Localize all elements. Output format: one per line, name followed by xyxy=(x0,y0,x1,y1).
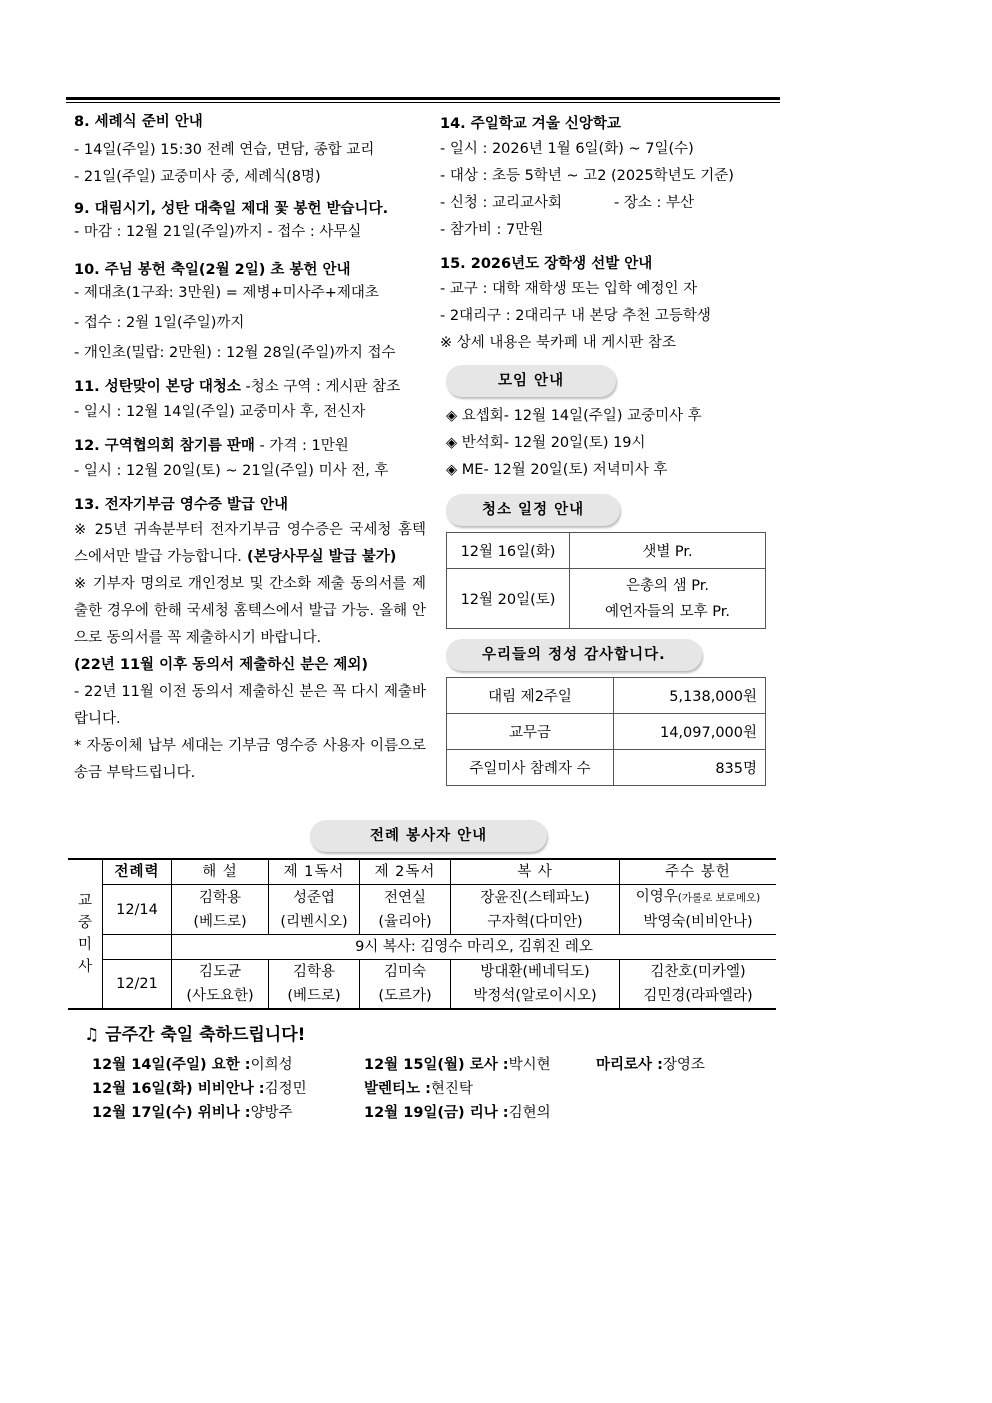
section-title: 15. 2026년도 장학생 선발 안내 xyxy=(440,256,653,272)
cell: (율리아) xyxy=(360,910,451,935)
cell: 방대환(베네딕도) xyxy=(451,960,620,985)
cleaning-team: 샛별 Pr. xyxy=(570,533,766,569)
cleaning-title: 청소 일정 안내 xyxy=(446,494,620,526)
cell: (도르가) xyxy=(360,984,451,1009)
paragraph-bold: (본당사무실 발급 불가) xyxy=(241,549,397,565)
side-char: 교 xyxy=(77,893,92,909)
cell: 김도균 xyxy=(172,960,269,985)
line: - 접수 : 2월 1일(주일)까지 xyxy=(74,315,245,331)
cell: (리벤시오) xyxy=(269,910,360,935)
feast-name: 박시현 xyxy=(508,1057,551,1073)
cell: 김미숙 xyxy=(360,960,451,985)
feast-row xyxy=(84,1101,784,1125)
section-title-tail: -청소 구역 : 게시판 참조 xyxy=(240,379,401,395)
section-11 xyxy=(74,375,426,426)
paragraph: ※ 25년 귀속분부터 전자기부금 영수증은 국세청 홈텍스에서만 발급 가능합니다. xyxy=(74,522,426,565)
line: - 개인초(밀랍: 2만원) : 12월 28일(주일)까지 접수 xyxy=(74,345,396,361)
cell: (베드로) xyxy=(269,984,360,1009)
feast-name: 양방주 xyxy=(250,1105,293,1121)
cleaning-team: 은총의 샘 Pr. xyxy=(626,577,709,594)
line: - 장소 : 부산 xyxy=(614,195,694,211)
note-cell: 9시 복사: 김영수 마리오, 김휘진 레오 xyxy=(172,935,777,960)
line: - 21일(주일) 교중미사 중, 세례식(8명) xyxy=(74,169,321,185)
offering-title: 우리들의 정성 감사합니다. xyxy=(446,639,702,671)
section-title: 8. 세례식 준비 안내 xyxy=(74,114,203,130)
cell: 김학용 xyxy=(269,960,360,985)
offering-table xyxy=(446,677,766,786)
cell: 박정석(알로이시오) xyxy=(451,984,620,1009)
feast-date: 12월 17일(수) 위비나 : xyxy=(92,1105,251,1121)
cell-small: (가롤로 보로메오) xyxy=(677,892,761,904)
paragraph-bold: (22년 11월 이후 동의서 제출하신 분은 제외) xyxy=(74,657,369,673)
section-12 xyxy=(74,434,426,485)
line: - 마감 : 12월 21일(주일)까지 - 접수 : 사무실 xyxy=(74,224,362,240)
meeting-item: 요셉회- 12월 14일(주일) 교중미사 후 xyxy=(461,408,702,424)
right-column xyxy=(440,112,770,786)
meeting-title: 모임 안내 xyxy=(446,365,616,397)
header-cell: 복 사 xyxy=(451,859,620,885)
cleaning-section xyxy=(446,494,770,629)
section-10 xyxy=(74,260,426,367)
cell: (베드로) xyxy=(172,910,269,935)
section-title: 10. 주님 봉헌 축일(2월 2일) 초 봉헌 안내 xyxy=(74,262,351,278)
paragraph: - 22년 11월 이전 동의서 제출하신 분은 꼭 다시 제출바랍니다. xyxy=(74,684,426,727)
feast-name: 현진탁 xyxy=(430,1081,473,1097)
paragraph: * 자동이체 납부 세대는 기부금 영수증 사용자 이름으로 송금 부탁드립니다. xyxy=(74,738,426,781)
liturgy-title-wrap xyxy=(310,820,547,852)
feast-row xyxy=(84,1053,784,1077)
feast-date: 발렌티노 : xyxy=(364,1081,431,1097)
feast-date: 12월 16일(화) 비비안나 : xyxy=(92,1081,265,1097)
section-9 xyxy=(74,199,426,246)
line: - 제대초(1구좌: 3만원) = 제병+미사주+제대초 xyxy=(74,285,379,301)
line: - 일시 : 12월 14일(주일) 교중미사 후, 전신자 xyxy=(74,404,366,420)
feast-title: ♫ 금주간 축일 축하드립니다! xyxy=(84,1025,306,1045)
feast-name: 김현의 xyxy=(508,1105,551,1121)
diamond-bullet-icon: ◈ xyxy=(446,435,462,451)
diamond-bullet-icon: ◈ xyxy=(446,462,462,478)
header-cell: 주수 봉헌 xyxy=(620,859,777,885)
top-rule xyxy=(66,97,780,100)
cleaning-team: 예언자들의 모후 Pr. xyxy=(605,603,730,620)
cleaning-table xyxy=(446,532,766,629)
header-cell: 해 설 xyxy=(172,859,269,885)
line: - 교구 : 대학 재학생 또는 입학 예정인 자 xyxy=(440,281,698,297)
cell: 구자혁(다미안) xyxy=(451,910,620,935)
header-cell: 제 1독서 xyxy=(269,859,360,885)
feast-section xyxy=(84,1020,784,1125)
section-8 xyxy=(74,112,426,191)
top-rule-thin xyxy=(66,102,780,103)
feast-row xyxy=(84,1077,784,1101)
meeting-item: ME- 12월 20일(토) 저녁미사 후 xyxy=(461,462,668,478)
meeting-section xyxy=(446,365,770,484)
section-title: 11. 성탄맞이 본당 대청소 xyxy=(74,379,241,395)
left-column xyxy=(74,112,426,787)
section-14 xyxy=(440,112,770,244)
cleaning-date: 12월 20일(토) xyxy=(447,569,570,629)
line: - 대상 : 초등 5학년 ~ 고2 (2025학년도 기준) xyxy=(440,168,734,184)
cell: 김학용 xyxy=(172,885,269,911)
offering-label: 대림 제2주일 xyxy=(447,678,614,714)
liturgy-title: 전례 봉사자 안내 xyxy=(310,820,547,852)
offering-section xyxy=(446,639,770,786)
feast-date: 12월 15일(월) 로사 : xyxy=(364,1057,509,1073)
section-title-tail: - 가격 : 1만원 xyxy=(254,438,349,454)
section-title: 12. 구역협의회 참기름 판매 xyxy=(74,438,255,454)
paragraph: ※ 기부자 명의로 개인정보 및 간소화 제출 동의서를 제출한 경우에 한해 국세청 홈텍스에서 발급 가능. 올해 안으로 동의서를 꼭 제출하시기 바랍니다. xyxy=(74,576,426,646)
feast-name: 이희성 xyxy=(250,1057,293,1073)
side-char: 미 xyxy=(77,937,92,953)
cell: (사도요한) xyxy=(172,984,269,1009)
week-date: 12/14 xyxy=(103,885,172,935)
cell: 김찬호(미카엘) xyxy=(620,960,777,985)
cell: 김민경(라파엘라) xyxy=(620,984,777,1009)
cell: 박영숙(비비안나) xyxy=(620,910,777,935)
cell: 이영우 xyxy=(635,889,678,905)
section-title: 14. 주일학교 겨울 신앙학교 xyxy=(440,116,621,132)
cell: 전연실 xyxy=(360,885,451,911)
offering-value: 5,138,000원 xyxy=(614,678,766,714)
offering-value: 14,097,000원 xyxy=(614,714,766,750)
cell: 장윤진(스테파노) xyxy=(451,885,620,911)
liturgy-table xyxy=(68,858,776,1010)
feast-date: 12월 14일(주일) 요한 : xyxy=(92,1057,251,1073)
offering-label: 교무금 xyxy=(447,714,614,750)
line: - 일시 : 12월 20일(토) ~ 21일(주일) 미사 전, 후 xyxy=(74,463,389,479)
offering-label: 주일미사 참례자 수 xyxy=(447,750,614,786)
header-cell: 전례력 xyxy=(103,859,172,885)
cell: 성준엽 xyxy=(269,885,360,911)
line: - 14일(주일) 15:30 전례 연습, 면담, 종합 교리 xyxy=(74,142,375,158)
feast-name: 김정민 xyxy=(264,1081,307,1097)
week-date: 12/21 xyxy=(103,960,172,1010)
section-15 xyxy=(440,252,770,357)
line: - 참가비 : 7만원 xyxy=(440,222,544,238)
section-13 xyxy=(74,493,426,787)
line: - 일시 : 2026년 1월 6일(화) ~ 7일(수) xyxy=(440,141,694,157)
header-cell: 제 2독서 xyxy=(360,859,451,885)
offering-value: 835명 xyxy=(614,750,766,786)
line: - 2대리구 : 2대리구 내 본당 추천 고등학생 xyxy=(440,308,711,324)
side-char: 사 xyxy=(77,959,92,975)
section-title: 13. 전자기부금 영수증 발급 안내 xyxy=(74,497,288,513)
cleaning-date: 12월 16일(화) xyxy=(447,533,570,569)
feast-name: 장영조 xyxy=(662,1057,705,1073)
side-label xyxy=(68,859,103,1009)
side-char: 중 xyxy=(77,915,92,931)
line: - 신청 : 교리교사회 xyxy=(440,195,562,211)
line: ※ 상세 내용은 북카페 내 게시판 참조 xyxy=(440,335,676,351)
feast-date: 12월 19일(금) 리나 : xyxy=(364,1105,509,1121)
feast-date: 마리로사 : xyxy=(596,1057,663,1073)
meeting-item: 반석회- 12월 20일(토) 19시 xyxy=(461,435,646,451)
diamond-bullet-icon: ◈ xyxy=(446,408,462,424)
section-title: 9. 대림시기, 성탄 대축일 제대 꽃 봉헌 받습니다. xyxy=(74,201,389,217)
